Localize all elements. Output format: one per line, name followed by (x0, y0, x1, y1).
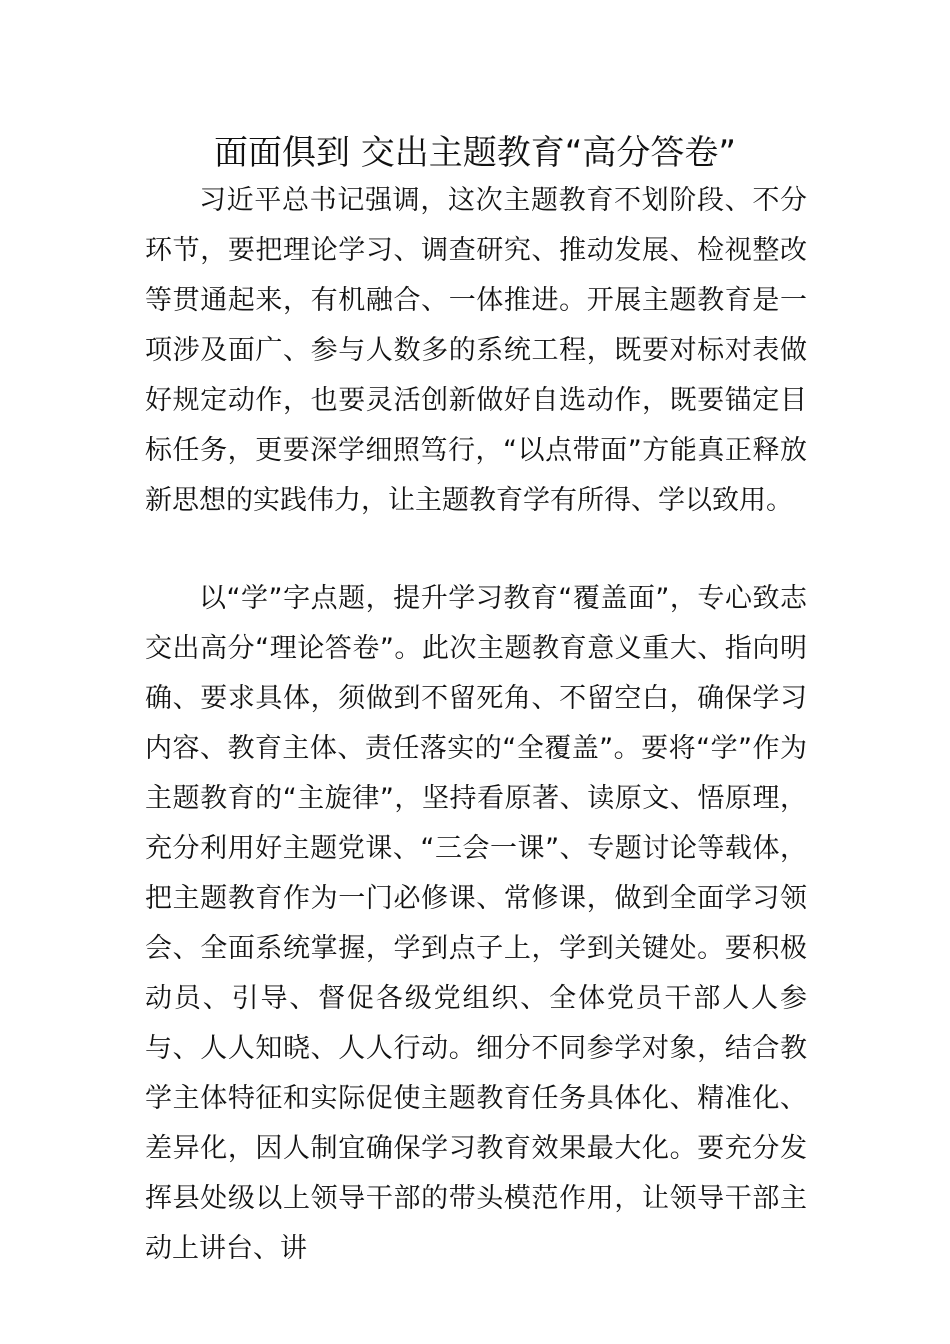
paragraph-study: 以“学”字点题，提升学习教育“覆盖面”，专心致志交出高分“理论答卷”。此次主题教育意义重大、指向明确、要求具体，须做到不留死角、不留空白，确保学习内容、教育主体、责任落实的“全覆盖”。要将“学”作为主题教育的“主旋律”，坚持看原著、读原文、悟原理，充分利用好主题党课、“三会一课”、专题讨论等载体，把主题教育作为一门必修课、常修课，做到全面学习领会、全面系统掌握，学到点子上，学到关键处。要积极动员、引导、督促各级党组织、全体党员干部人人参与、人人知晓、人人行动。细分不同参学对象，结合教学主体特征和实际促使主题教育任务具体化、精准化、差异化，因人制宜确保学习教育效果最大化。要充分发挥县处级以上领导干部的带头模范作用，让领导干部主动上讲台、讲 (145, 583, 807, 1264)
paragraph-intro: 习近平总书记强调，这次主题教育不划阶段、不分环节，要把理论学习、调查研究、推动发展、检视整改等贯通起来，有机融合、一体推进。开展主题教育是一项涉及面广、参与人数多的系统工程，既要对标对表做好规定动作，也要灵活创新做好自选动作，既要锚定目标任务，更要深学细照笃行，“以点带面”方能真正释放新思想的实践伟力，让主题教育学有所得、学以致用。 (145, 185, 807, 516)
document-title: 面面俱到 交出主题教育“高分答卷” (213, 133, 737, 173)
